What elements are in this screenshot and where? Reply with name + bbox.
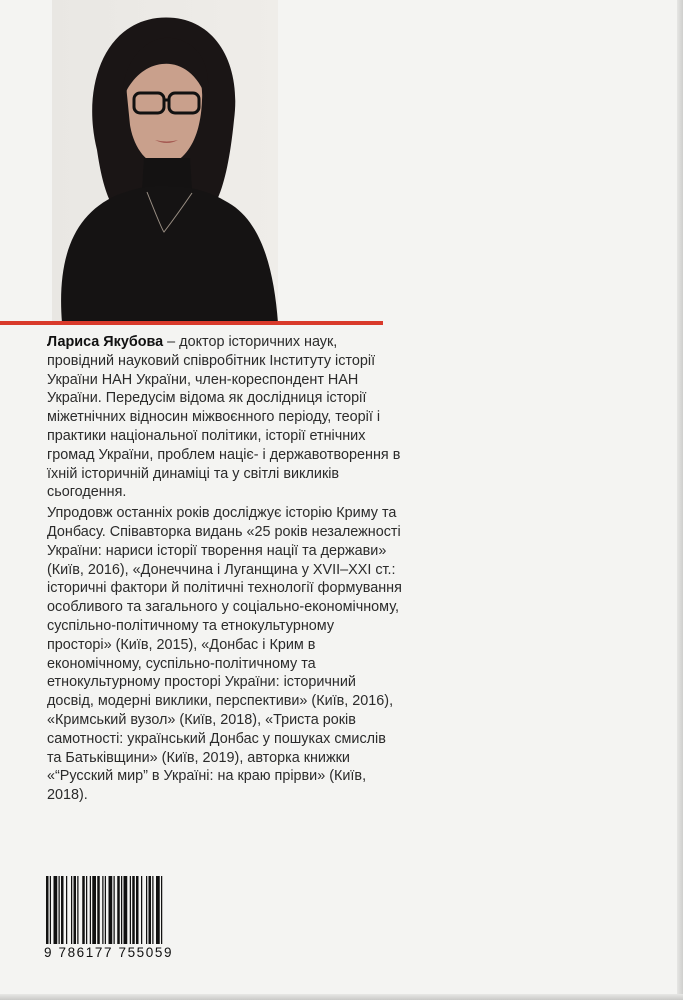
barcode-bar: [149, 876, 152, 946]
barcode-bar: [124, 876, 128, 946]
barcode-bar: [132, 876, 135, 946]
barcode-bar: [74, 876, 77, 946]
barcode-bar: [156, 876, 160, 946]
bio-works-paragraph: Упродовж останніх років досліджує історію Криму та Донбасу. Співавторка видань «25 років незалежності України: нариси історії творення нації та держави» (Київ, 2016), «Донеччина і Луганщина у XVII–XXI ст.: історичні фактори й політичні технології формування особливого та загального у соціально-економічному, суспільно-політичному та етнокультурному просторі» (Київ, 2015), «Донбас і Крим в економічному, суспільно-політичному та етнокультурному просторі України: історичний досвід, модерні виклики, перспективи» (Київ, 2016), «Кримський вузол» (Київ, 2018), «Триста років самотності: український Донбас у пошуках смислів та Батьківщини» (Київ, 2019), авторка книжки «“Русский мир” в Україні: на краю прірви» (Київ, 2018).: [47, 505, 402, 804]
author-bio: [47, 333, 402, 805]
barcode-bar: [46, 876, 49, 946]
barcode-bar: [54, 876, 58, 946]
barcode-bar: [121, 876, 122, 946]
accent-divider: [0, 321, 383, 325]
isbn-number: 9 786177 755059: [44, 944, 214, 960]
barcode-bar: [102, 876, 103, 946]
barcode-bar: [141, 876, 142, 946]
barcode-bar: [77, 876, 78, 946]
barcode-bar: [130, 876, 131, 946]
barcode-bar: [146, 876, 147, 946]
cover-bottom-edge: [0, 994, 683, 1000]
author-name: Лариса Якубова: [47, 334, 164, 350]
barcode-bar: [50, 876, 51, 946]
barcode-bar: [114, 876, 115, 946]
barcode-bar: [92, 876, 96, 946]
barcode-bar: [71, 876, 72, 946]
barcode-bar: [105, 876, 106, 946]
author-intro-text: – доктор історичних наук, провідний науковий співробітник Інституту історії України НАН України, член-кореспондент НАН України. Передусім відома як дослідниця історії міжетнічних відносин міжвоєнного періоду, теорії і практики національної політики, історії етнічних громад України, проблем націє- і державотворення в їхній історичній динаміці та у світлі викликів сьогодення.: [47, 334, 401, 501]
barcode-bar: [152, 876, 153, 946]
barcode-bar: [59, 876, 60, 946]
bio-intro-paragraph: [47, 333, 402, 502]
barcode-bar: [66, 876, 67, 946]
barcode-bar: [86, 876, 87, 946]
barcode-bar: [90, 876, 91, 946]
barcode-bar: [82, 876, 85, 946]
barcode-bar: [136, 876, 139, 946]
cover-edge: [677, 0, 683, 1000]
author-photo: [52, 0, 278, 323]
barcode-bar: [161, 876, 162, 946]
barcode-bar: [117, 876, 120, 946]
barcode-bar: [109, 876, 113, 946]
barcode-bar: [61, 876, 64, 946]
barcode-bar: [97, 876, 100, 946]
